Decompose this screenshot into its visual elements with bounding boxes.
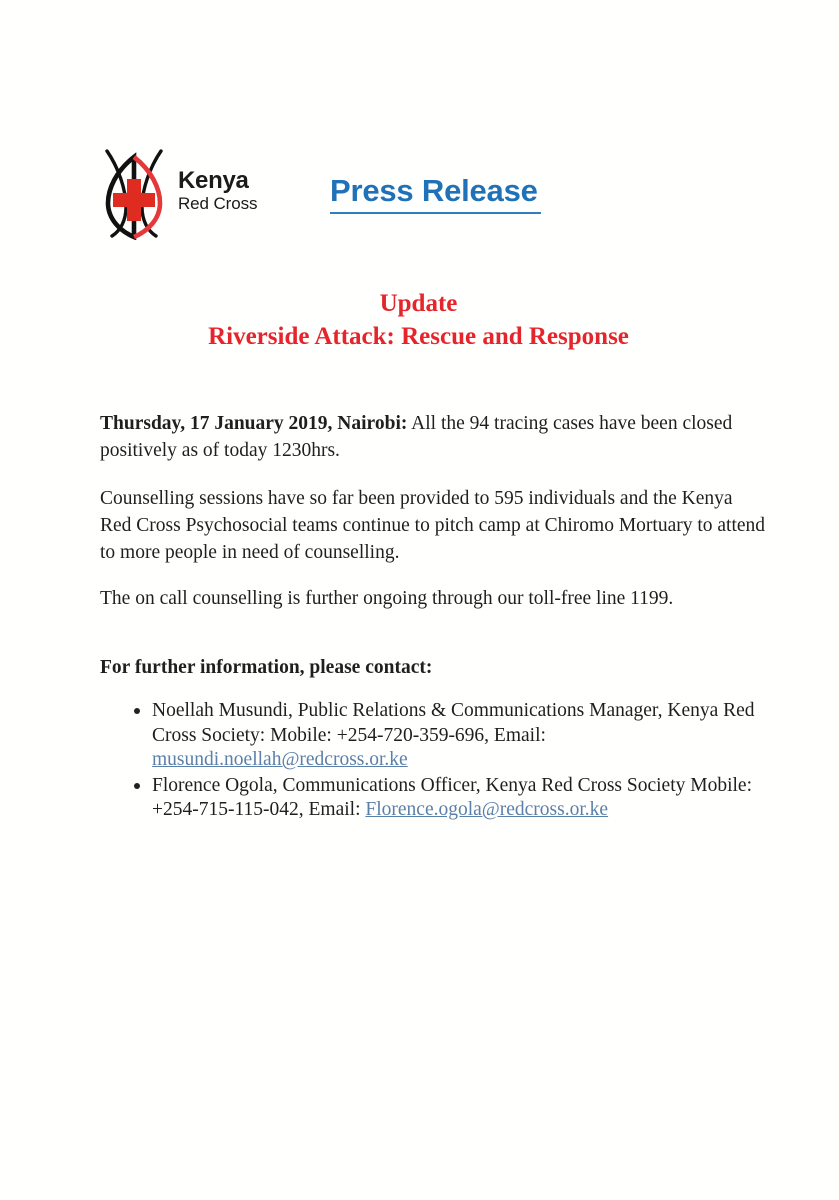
contact-email-link[interactable]: Florence.ogola@redcross.or.ke [365,799,609,820]
body-content [100,410,766,631]
logo-wordmark-kenya: Kenya [178,167,249,195]
paragraph-dateline [100,410,766,464]
logo-wordmark-red-cross: Red Cross [178,193,258,213]
dateline-bold: Thursday, 17 January 2019, Nairobi: [100,413,408,434]
list-item [100,774,766,823]
dateline-rest: All the 94 tracing cases have been closed positively as of today 1230hrs. [100,413,733,461]
press-release-underline [330,212,541,214]
page-title-line1: Update [379,290,458,317]
document-header [0,145,839,245]
contact-details: Noellah Musundi, Public Relations & Communications Manager, Kenya Red Cross Society: Mobile: +254-720-359-696, Email: [152,700,755,746]
contact-details: Florence Ogola, Communications Officer, Kenya Red Cross Society Mobile: +254-715-115-042, Email: [152,774,752,820]
list-item [100,699,766,773]
press-release-heading [330,173,541,214]
page-title [0,287,839,353]
kenya-red-cross-logo [96,145,271,240]
paragraph-counselling: Counselling sessions have so far been provided to 595 individuals and the Kenya Red Cross Psychosocial teams continue to pitch camp at Chiromo Mortuary to attend to more people in need of counselling. [100,488,766,563]
paragraph-toll-free: The on call counselling is further ongoing through our toll-free line 1199. [100,588,674,609]
contact-heading: For further information, please contact: [100,657,433,678]
contact-email-link[interactable]: musundi.noellah@redcross.or.ke [152,749,408,770]
press-release-label: Press Release [330,173,538,208]
bullet-icon [134,708,140,714]
contact-list [100,699,766,824]
logo-wordmark [178,169,257,216]
page-title-line2: Riverside Attack: Rescue and Response [208,323,629,350]
bullet-icon [134,783,140,789]
red-cross-emblem-icon [96,145,172,240]
